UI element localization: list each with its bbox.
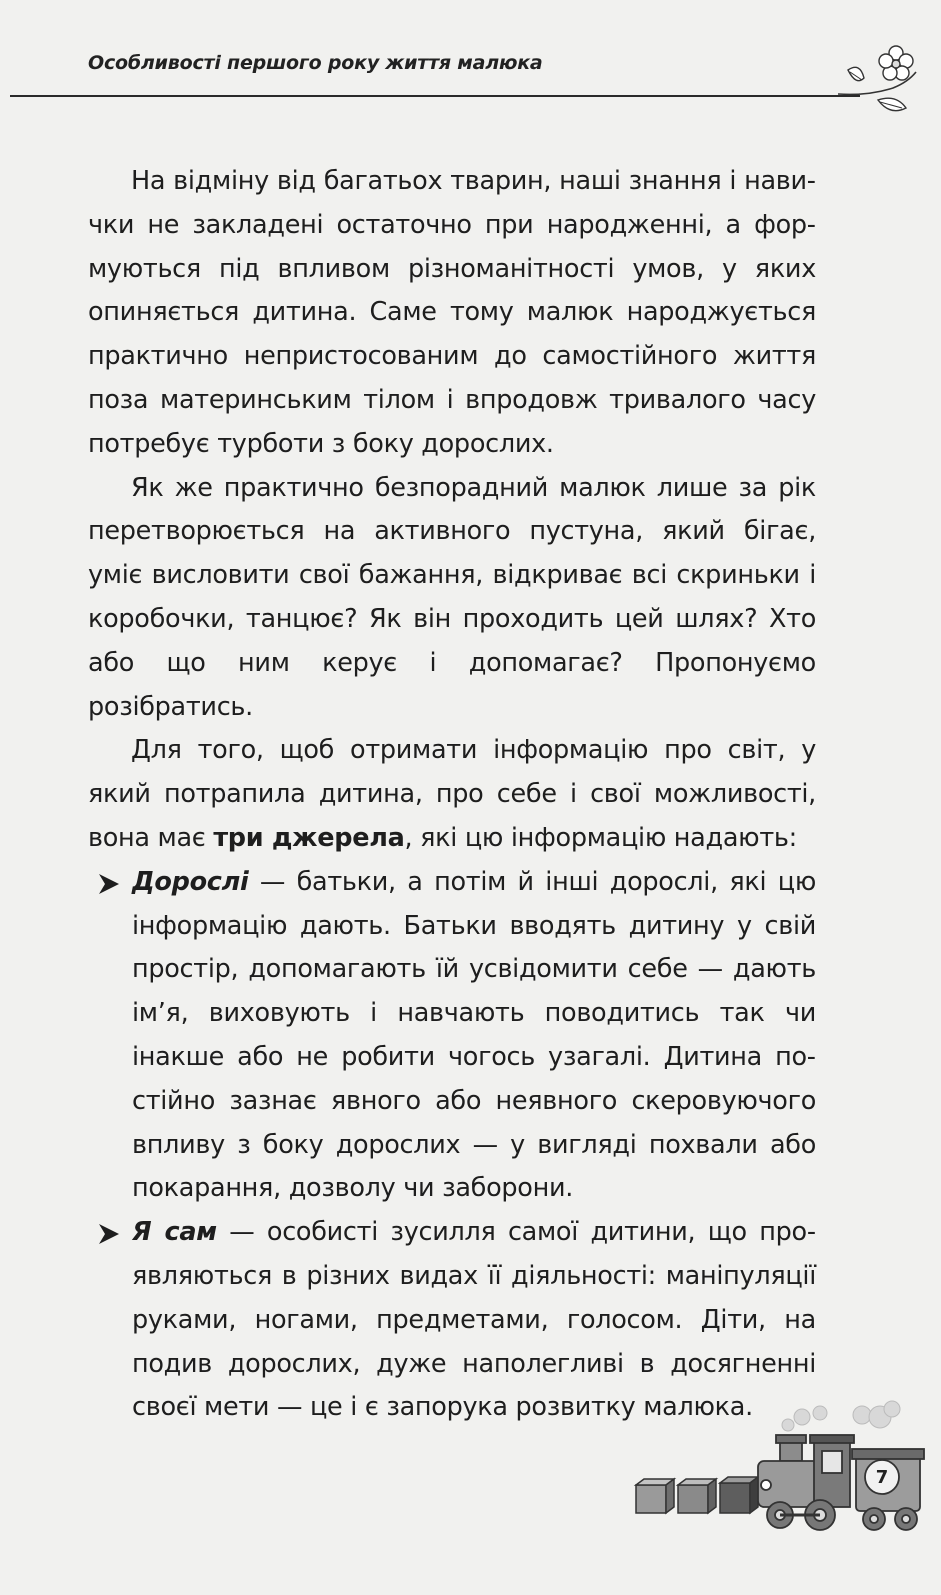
paragraph: Як же практично безпорадний малюк лише за рік перетворюється на активного пустуна, який бігає, уміє висловити свої бажання, відкриває всі скриньки і коробочки, танцює? Як він проходить цей шлях? Хто або що ним керує і допомагає? Пропонуємо розібратись.	[88, 472, 816, 722]
sources-list	[88, 861, 816, 1430]
page-number: 7	[875, 1467, 889, 1488]
arrow-bullet-icon	[96, 1221, 122, 1247]
emphasis-three-sources: три джерела	[213, 822, 405, 853]
body-text	[88, 160, 816, 1430]
sources-text-before: Для того, щоб отримати інформацію про світ, у який потрапила дитина, про себе і свої можливості, вона має	[88, 735, 816, 853]
paragraph: На відміну від багатьох тварин, наші знання і навички не закладені остаточно при народженні, а формуються під впливом різноманітності умов, у яких опиняється дитина. Саме тому малюк народжується практично непристосованим до самостійного життя поза материнським тілом і впродовж тривалого часу потребує турботи з боку дорослих.	[88, 166, 816, 459]
list-text: — особисті зусилля самої дитини, що проявляються в різних видах її діяльності: маніпуляції руками, ногами, предметами, голосом. Діти, на подив дорослих, дуже наполегливі в досягненні своєї мети — це і є запорука розвитку малюка.	[132, 1217, 817, 1423]
list-term: Я сам	[132, 1217, 217, 1248]
sources-paragraph	[88, 729, 816, 860]
flower-ornament-icon	[838, 42, 928, 120]
list-term: Дорослі	[132, 866, 249, 897]
sources-text-after: , які цю інформацію надають:	[404, 822, 797, 853]
list-item	[88, 861, 816, 1211]
page-header	[0, 0, 941, 130]
header-rule	[10, 95, 860, 97]
running-title: Особливості першого року життя малюка	[88, 52, 543, 74]
list-text: — батьки, а потім й інші дорослі, які цю інформацію дають. Батьки вводять дитину у свій простір, допомагають їй усвідомити себе — дають ім’я, виховують і навчають поводитись так чи інакше або не робити чогось узагалі. Дитина постійно зазнає явного або неявного скеровуючого впливу з боку дорослих — у вигляді похвали або покарання, дозволу чи заборони.	[132, 866, 816, 1204]
arrow-bullet-icon	[96, 871, 122, 897]
